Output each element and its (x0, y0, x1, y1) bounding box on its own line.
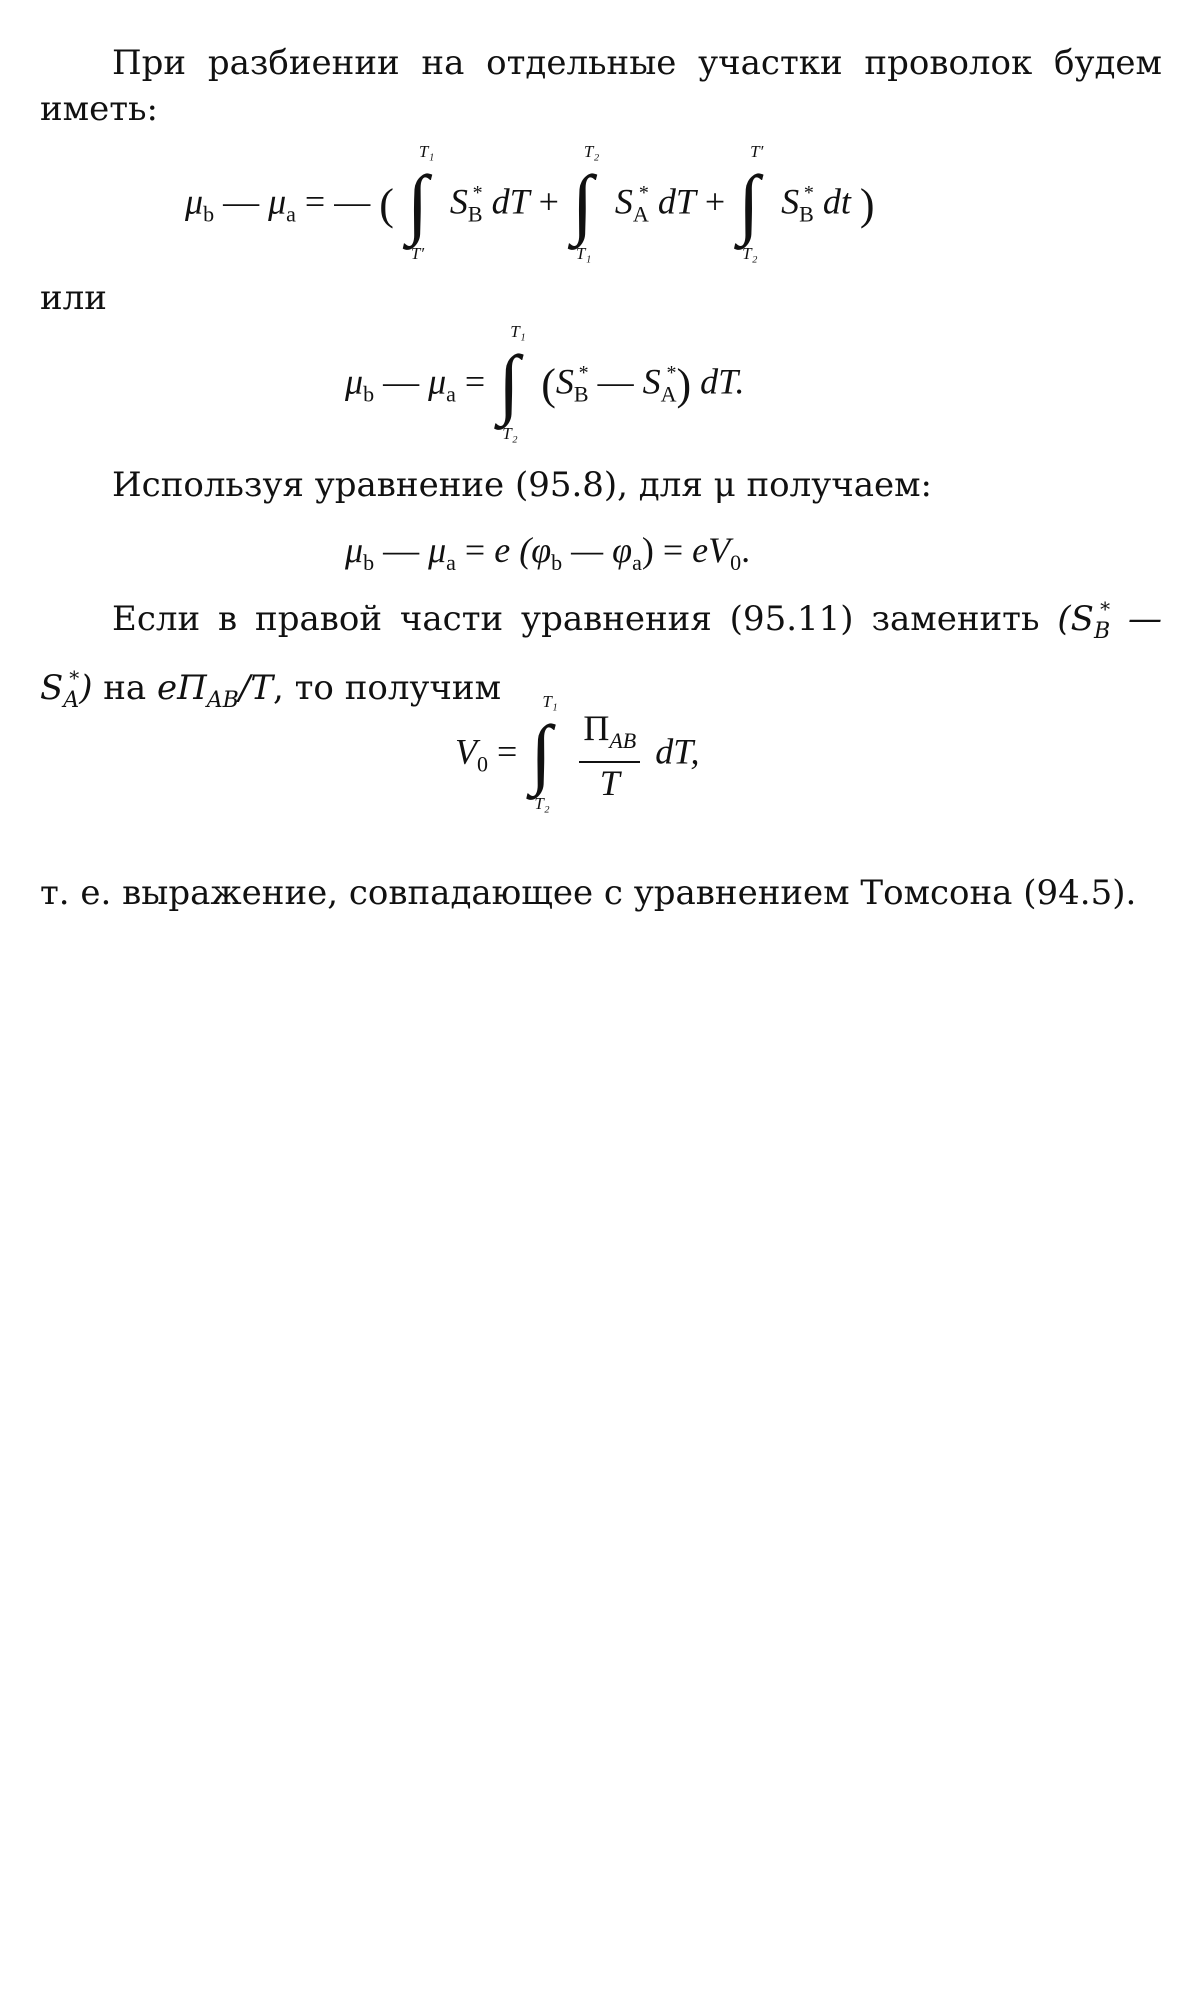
subscript: A (660, 381, 677, 407)
differential: dt (822, 181, 851, 222)
subscript: B (467, 201, 483, 227)
close-paren: ) (676, 360, 692, 409)
equals-sign: = (497, 731, 518, 772)
upper-limit: T₁ (542, 692, 558, 711)
upper-limit: T₁ (510, 322, 526, 341)
integral: ∫ T₁ T₂ (498, 322, 526, 443)
subscript: B (573, 381, 589, 407)
subscript: A (632, 201, 649, 227)
plus-sign: + (704, 181, 726, 222)
subscript: a (286, 201, 296, 227)
subscript: B (799, 201, 814, 227)
subscript: b (363, 381, 375, 407)
subscript: a (446, 550, 456, 575)
equation-thomson (455, 692, 700, 813)
paragraph-conclusion (40, 870, 1162, 916)
integral-1: ∫ T₁ T′ (406, 142, 435, 263)
differential: dT, (655, 731, 700, 772)
mu-symbol: μ (268, 181, 287, 222)
equals-sign: = (464, 530, 486, 570)
pi-symbol: Π (583, 707, 610, 748)
subscript: b (363, 550, 375, 575)
paragraph-using-equation (40, 462, 1162, 508)
minus-sign: — (597, 361, 634, 402)
star: * (578, 362, 589, 385)
lower-limit: T₂ (502, 424, 518, 443)
expr-part: — S (40, 599, 1163, 708)
entropy-symbol: S (781, 181, 800, 222)
expr-part: (S (1057, 599, 1094, 639)
star: * (803, 182, 814, 205)
entropy-symbol: S (555, 361, 574, 402)
inline-peltier (157, 668, 273, 713)
paragraph-substitution-end: , то получим (273, 668, 502, 708)
subscript: AB (609, 727, 637, 753)
mu-symbol: μ (185, 181, 204, 222)
mu-symbol: μ (345, 530, 364, 570)
upper-limit: T′ (750, 142, 764, 161)
ev-term: eV (692, 530, 731, 570)
lower-limit: T₂ (742, 244, 758, 263)
open-paren: ( (541, 360, 556, 409)
integral-2: ∫ T₂ T₁ (571, 142, 600, 263)
paragraph-using-equation-text: Используя уравнение (95.8), для μ получаем: (112, 465, 933, 505)
lower-limit: T₁ (575, 244, 592, 263)
paragraph-intro (40, 40, 1162, 132)
star: * (1100, 597, 1111, 621)
paragraph-substitution-text: Если в правой части уравнения (95.11) заменить (112, 599, 1040, 639)
close-paren: ) (641, 530, 654, 570)
equals-sign: = (304, 181, 326, 222)
paragraph-conclusion-text: т. е. выражение, совпадающее с уравнением Томсона (94.5). (40, 873, 1137, 913)
v-symbol: V (455, 731, 477, 772)
subscript: b (203, 201, 215, 227)
equation-mu-potential (345, 528, 750, 585)
entropy-symbol: S (614, 181, 633, 222)
subscript: 0 (730, 550, 742, 575)
entropy-symbol: S (449, 181, 468, 222)
plus-sign: + (538, 181, 559, 222)
minus-sign: — (334, 181, 371, 222)
lower-limit: T₂ (534, 794, 550, 813)
differential: dT. (700, 361, 745, 402)
close-paren: ) (859, 180, 875, 229)
integral: ∫ T₁ T₂ (530, 692, 558, 813)
paragraph-intro-text: При разбиении на отдельные участки проволок будем иметь: (40, 43, 1162, 129)
fraction (579, 708, 640, 803)
expr-part: /T (238, 668, 273, 708)
lower-limit: T′ (410, 244, 425, 263)
integral-3: ∫ T′ T₂ (738, 142, 764, 263)
subscript: a (446, 381, 456, 407)
equation-mu-difference-integral (345, 322, 745, 443)
expr-part: eΠ (157, 668, 207, 708)
upper-limit: T₁ (418, 142, 435, 161)
entropy-symbol: S (642, 361, 661, 402)
subscript: 0 (477, 751, 488, 777)
equals-sign: = (662, 530, 684, 570)
equation-mu-difference-sum (185, 142, 875, 263)
phi-term: e (φ (494, 530, 552, 570)
subscript: AB (206, 688, 239, 713)
star: * (638, 182, 649, 205)
star: * (666, 362, 677, 385)
equals-sign: = (464, 361, 486, 402)
mu-symbol: μ (428, 361, 447, 402)
differential: dT (657, 181, 696, 222)
fraction-numerator (579, 708, 640, 763)
minus-sign: — (383, 361, 420, 402)
fraction-denominator: T (599, 762, 620, 803)
open-paren: ( (379, 180, 394, 229)
subscript: a (632, 550, 642, 575)
differential: dT (491, 181, 530, 222)
upper-limit: T₂ (583, 142, 600, 161)
subscript: A (63, 688, 80, 713)
phi-term: — φ (562, 530, 633, 570)
word-na: на (103, 668, 147, 708)
minus-sign: — (223, 181, 260, 222)
star: * (472, 182, 483, 205)
subscript: B (1093, 619, 1111, 644)
period: . (741, 530, 751, 570)
word-or: или (40, 278, 107, 318)
expr-part: ) (79, 668, 93, 708)
mu-symbol: μ (428, 530, 447, 570)
star: * (69, 666, 80, 690)
subscript: b (551, 550, 563, 575)
minus-sign: — (383, 530, 420, 570)
mu-symbol: μ (345, 361, 364, 402)
